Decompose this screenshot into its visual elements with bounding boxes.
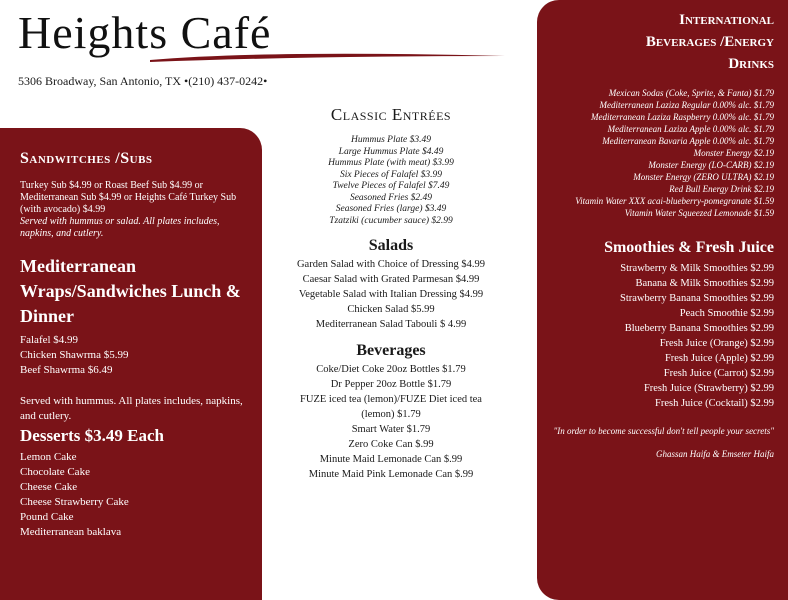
list-item: Peach Smoothie $2.99 bbox=[679, 308, 774, 319]
list-item: Mediterranean Laziza Raspberry 0.00% alc. $1.79 bbox=[591, 112, 774, 122]
desserts-heading: Desserts $3.49 Each bbox=[20, 426, 165, 445]
beverages-list bbox=[270, 362, 512, 482]
address: 5306 Broadway, San Antonio, TX •(210) 437-0242• bbox=[18, 74, 268, 88]
list-item: Twelve Pieces of Falafel $7.49 bbox=[332, 181, 450, 191]
middle-column bbox=[270, 105, 512, 482]
list-item: Vitamin Water Squeezed Lemonade $1.59 bbox=[624, 208, 774, 218]
list-item: Six Pieces of Falafel $3.99 bbox=[339, 169, 443, 180]
list-item: Seasoned Fries (large) $3.49 bbox=[335, 204, 447, 214]
smoothies-list bbox=[537, 261, 774, 411]
salads-list bbox=[270, 257, 512, 332]
list-item: Smart Water $1.79 bbox=[351, 424, 431, 435]
list-item: Mediterranean Salad Tabouli $ 4.99 bbox=[315, 319, 467, 330]
list-item: Monster Energy $2.19 bbox=[693, 148, 774, 158]
list-item: Cheese Strawberry Cake bbox=[20, 496, 129, 508]
sandwiches-heading: Sandwitches /Subs bbox=[20, 150, 153, 167]
wraps-heading: Mediterranean Wraps/Sandwiches Lunch & Dinner bbox=[20, 256, 241, 326]
heading-line: Drinks bbox=[728, 56, 774, 72]
entrees-list bbox=[270, 135, 512, 227]
list-item: Mexican Sodas (Coke, Sprite, & Fanta) $1.79 bbox=[608, 88, 774, 98]
list-item: Fresh Juice (Strawberry) $2.99 bbox=[643, 383, 774, 394]
list-item: Fresh Juice (Cocktail) $2.99 bbox=[655, 398, 774, 409]
list-item: Caesar Salad with Grated Parmesan $4.99 bbox=[302, 274, 480, 285]
sandwiches-text: Turkey Sub $4.99 or Roast Beef Sub $4.99 or Mediterranean Sub $4.99 or Heights Café Turkey Sub (with avocado) $4.99 bbox=[20, 180, 237, 215]
list-item: Large Hummus Plate $4.49 bbox=[338, 146, 444, 157]
desserts-list bbox=[20, 450, 252, 540]
list-item: FUZE iced tea (lemon)/FUZE Diet iced tea bbox=[300, 394, 482, 405]
list-item: Cheese Cake bbox=[20, 481, 78, 493]
list-item: Vegetable Salad with Italian Dressing $4.99 bbox=[298, 289, 484, 300]
list-item: Minute Maid Lemonade Can $.99 bbox=[319, 454, 463, 465]
list-item: Fresh Juice (Carrot) $2.99 bbox=[663, 368, 774, 379]
list-item: Monster Energy (ZERO ULTRA) $2.19 bbox=[633, 172, 774, 182]
list-item: Banana & Milk Smoothies $2.99 bbox=[635, 278, 774, 289]
list-item: Hummus Plate $3.49 bbox=[351, 135, 431, 145]
list-item: Mediterranean Laziza Regular 0.00% alc. $1.79 bbox=[599, 100, 774, 110]
beverages-heading: Beverages bbox=[356, 342, 426, 359]
international-list bbox=[537, 87, 774, 219]
list-item: Strawberry Banana Smoothies $2.99 bbox=[620, 293, 774, 304]
right-panel bbox=[537, 0, 788, 600]
page-title: Heights Café bbox=[18, 7, 272, 58]
heading-line: International bbox=[679, 12, 774, 28]
list-item: Chicken Shawrma $5.99 bbox=[20, 349, 129, 361]
list-item: Minute Maid Pink Lemonade Can $.99 bbox=[308, 469, 474, 480]
list-item: Pound Cake bbox=[20, 511, 74, 523]
swoosh-decoration bbox=[150, 50, 505, 64]
list-item: Dr Pepper 20oz Bottle $1.79 bbox=[330, 379, 452, 390]
left-panel bbox=[0, 128, 262, 600]
list-item: Monster Energy (LO-CARB) $2.19 bbox=[648, 160, 774, 170]
list-item: Coke/Diet Coke 20oz Bottles $1.79 bbox=[316, 364, 466, 375]
wraps-list bbox=[20, 333, 252, 378]
list-item: Mediterranean baklava bbox=[20, 526, 122, 538]
list-item: (lemon) $1.79 bbox=[361, 409, 421, 420]
international-heading bbox=[537, 9, 774, 75]
list-item: Red Bull Energy Drink $2.19 bbox=[669, 184, 774, 194]
quote-author: Ghassan Haifa & Emseter Haifa bbox=[656, 449, 774, 459]
smoothies-heading: Smoothies & Fresh Juice bbox=[604, 239, 774, 256]
served-note: Served with hummus. All plates includes, napkins, and cutlery. bbox=[20, 395, 243, 422]
list-item: Strawberry & Milk Smoothies $2.99 bbox=[620, 263, 774, 274]
list-item: Chicken Salad $5.99 bbox=[347, 304, 435, 315]
list-item: Tzatziki (cucumber sauce) $2.99 bbox=[329, 215, 453, 226]
salads-heading: Salads bbox=[368, 237, 414, 254]
list-item: Zero Coke Can $.99 bbox=[348, 439, 434, 450]
list-item: Mediterranean Laziza Apple 0.00% alc. $1.79 bbox=[607, 124, 774, 134]
list-item: Hummus Plate (with meat) $3.99 bbox=[328, 158, 454, 168]
list-item: Falafel $4.99 bbox=[20, 334, 79, 346]
list-item: Vitamin Water XXX acai-blueberry-pomegranate $1.59 bbox=[575, 196, 774, 206]
list-item: Blueberry Banana Smoothies $2.99 bbox=[624, 323, 774, 334]
list-item: Seasoned Fries $2.49 bbox=[349, 192, 433, 203]
entrees-heading: Classic Entrées bbox=[330, 105, 452, 124]
list-item: Mediterranean Bavaria Apple 0.00% alc. $1.79 bbox=[602, 136, 774, 146]
sandwiches-note: Served with hummus or salad. All plates includes, napkins, and cutlery. bbox=[20, 216, 220, 239]
list-item: Lemon Cake bbox=[20, 451, 77, 463]
list-item: Fresh Juice (Orange) $2.99 bbox=[659, 338, 774, 349]
list-item: Chocolate Cake bbox=[20, 466, 90, 478]
heading-line: Beverages /Energy bbox=[645, 34, 774, 50]
list-item: Fresh Juice (Apple) $2.99 bbox=[664, 353, 774, 364]
quote: "In order to become successful don't tell people your secrets" bbox=[553, 426, 774, 436]
list-item: Beef Shawrma $6.49 bbox=[20, 364, 113, 376]
list-item: Garden Salad with Choice of Dressing $4.99 bbox=[296, 259, 486, 270]
